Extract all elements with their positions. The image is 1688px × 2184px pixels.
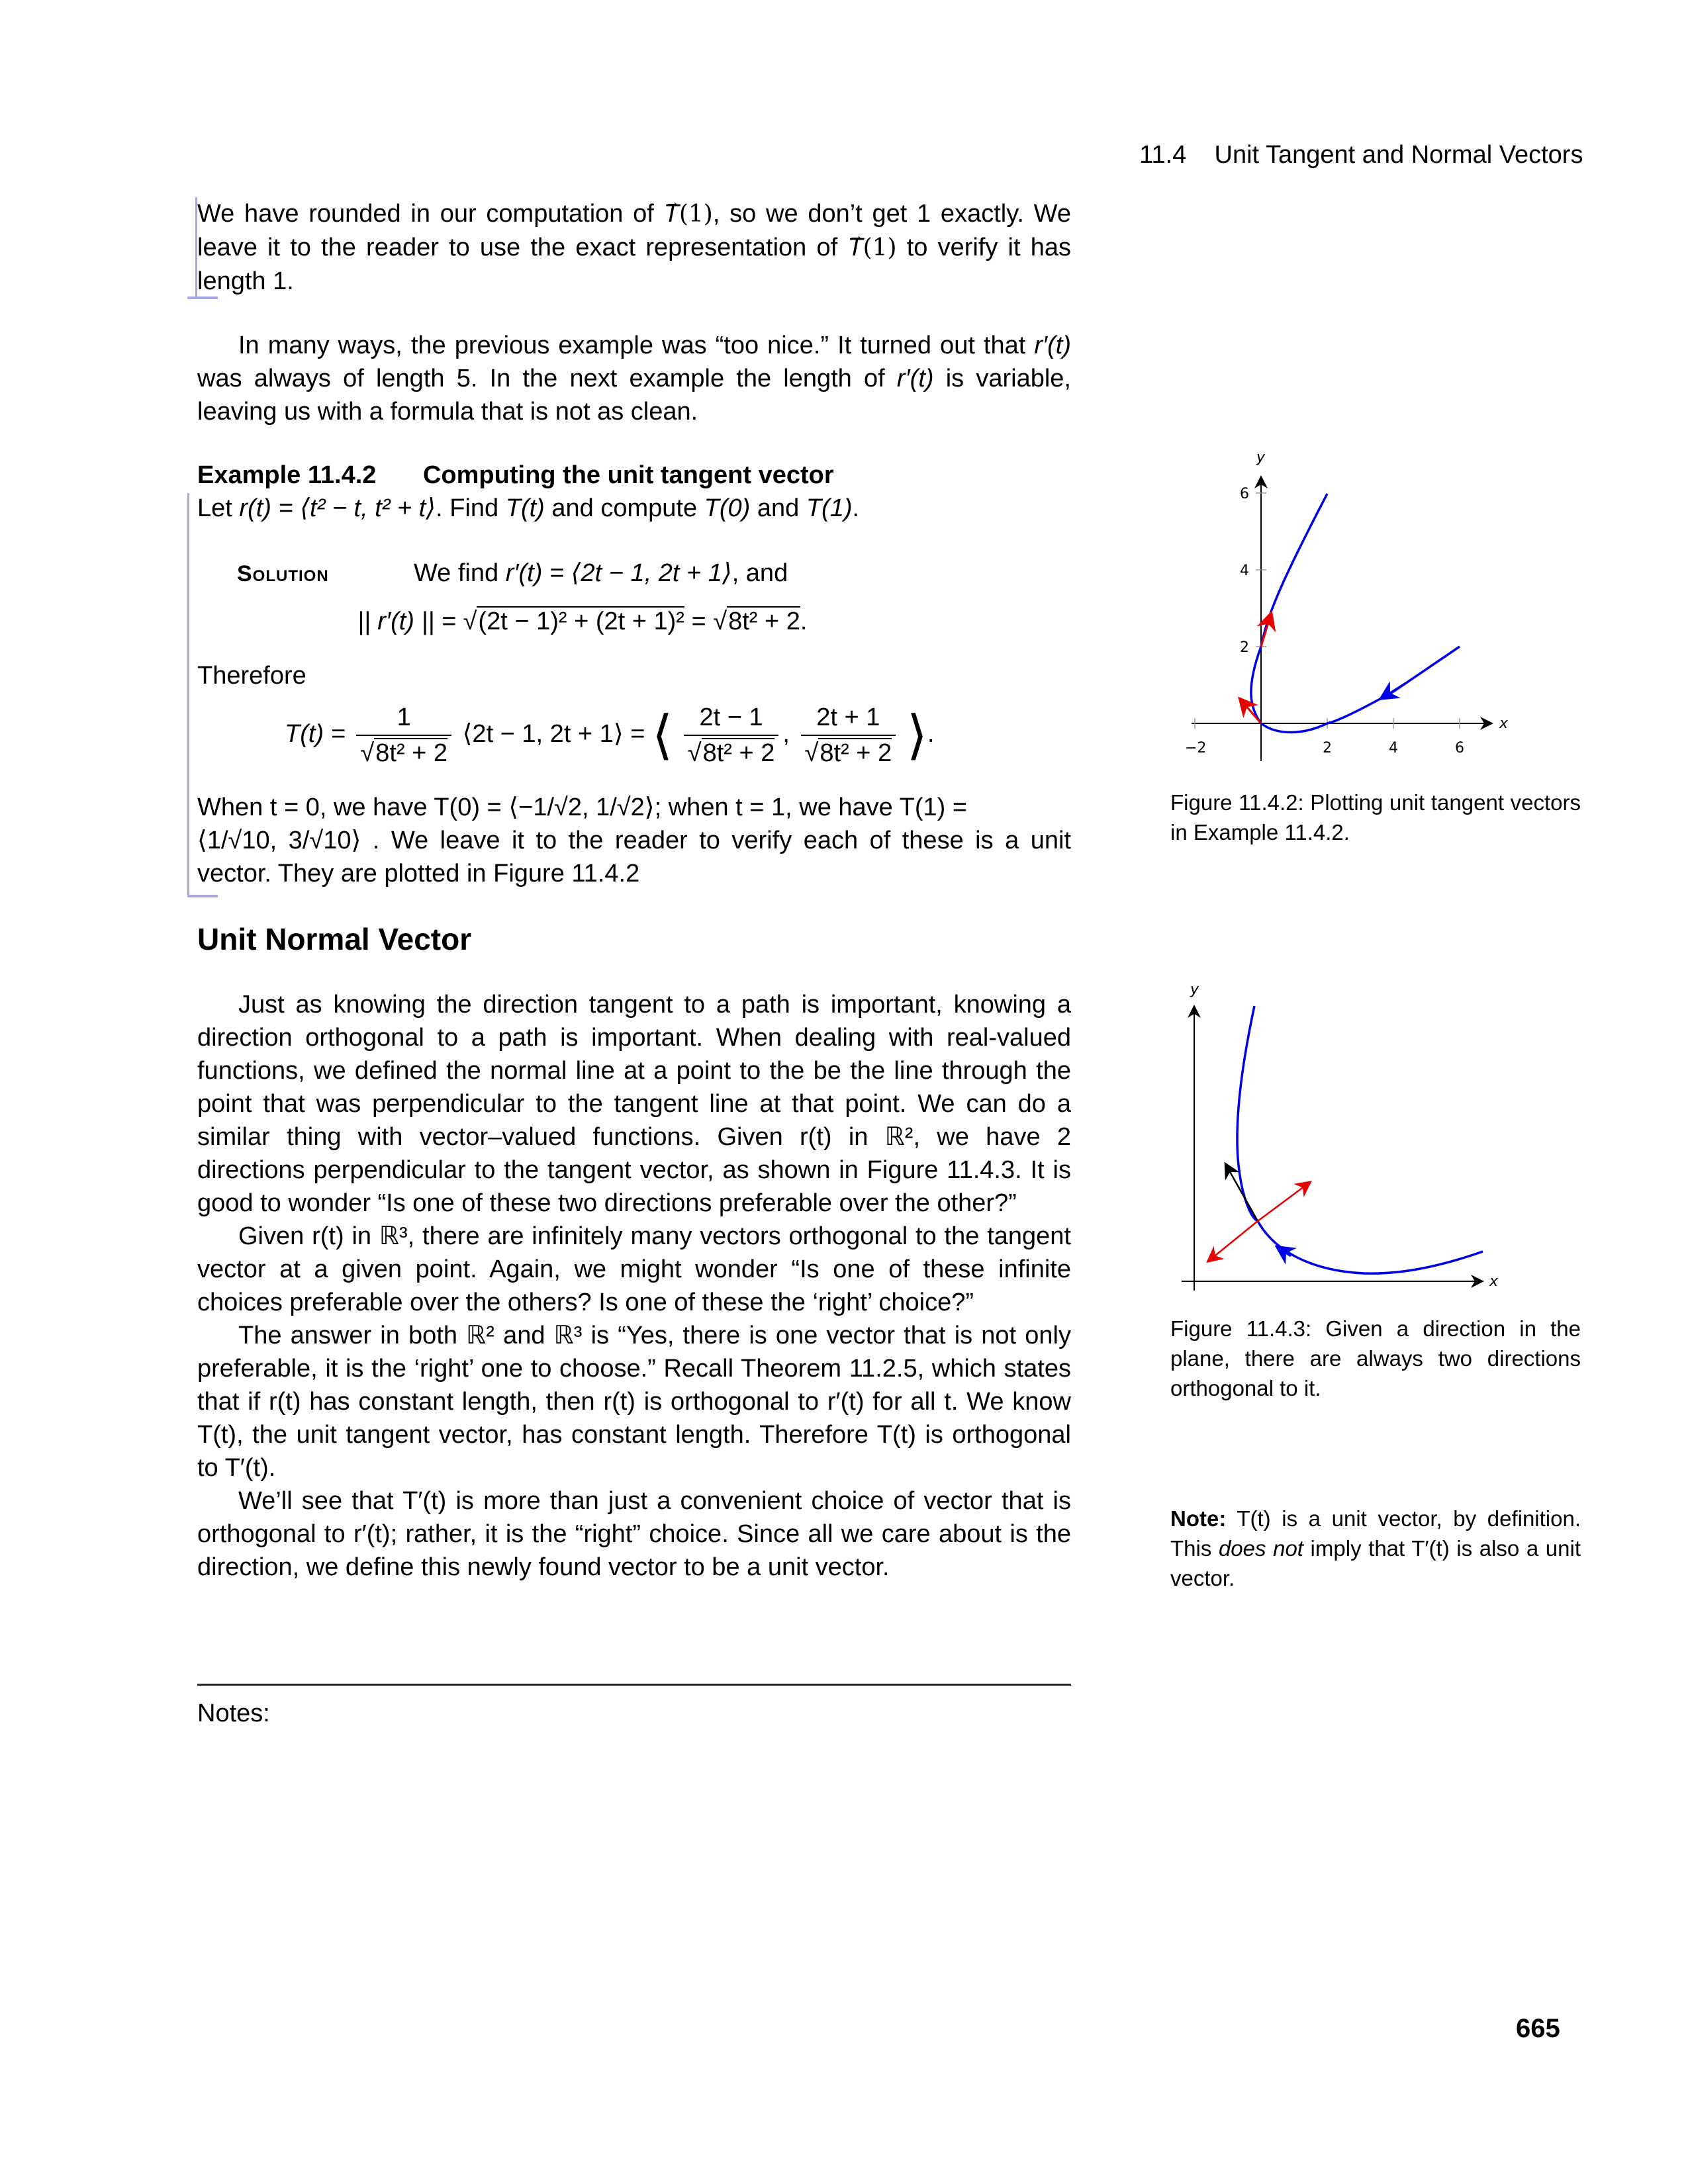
- normal-vector-1: [1258, 1183, 1309, 1221]
- therefore-label: Therefore: [197, 662, 306, 690]
- box-foot-1: [187, 296, 218, 299]
- solution-label: Solution: [237, 561, 329, 586]
- example-conclusion: When t = 0, we have T(0) = ⟨−1/√2, 1/√2⟩; when t = 1, we have T(1) = ⟨1/√10, 3/√10⟩ . We leave it to the reader to verify each of these is a unit vector. They are plotted in Figure 11.4.2: [197, 794, 1071, 887]
- notes-divider: [197, 1684, 1071, 1686]
- figure-11-4-3-plot: [1152, 960, 1562, 1291]
- paragraph-intro: In many ways, the previous example was “too nice.” It turned out that r′(t) was always of length 5. In the next example the length of r′(t) is variable, leaving us with a formula that is not as clean.: [197, 332, 1071, 426]
- svg-text:−2: −2: [1185, 740, 1207, 756]
- svg-text:x: x: [1499, 715, 1509, 732]
- example-label: Example 11.4.2: [197, 461, 377, 489]
- note-label: Note:: [1170, 1506, 1227, 1531]
- body-paragraph-1: Just as knowing the direction tangent to a path is important, knowing a direction orthogonal to a path is important. When dealing with real-valued functions, we defined the normal line at a point to the be the line through the point that was perpendicular to the tangent line at that point. We can do a similar thing with vector–valued functions. Given r(t) in ℝ², we have 2 directions perpendicular to the tangent vector, as shown in Figure 11.4.3. It is good to wonder “Is one of these two directions preferable over the other?”: [197, 991, 1071, 1217]
- figure-11-4-3-caption: Figure 11.4.3: Given a direction in the plane, there are always two directions orthogonal to it.: [1170, 1316, 1581, 1400]
- previous-example-end: [195, 197, 1071, 298]
- body-paragraph-3: The answer in both ℝ² and ℝ³ is “Yes, there is one vector that is not only preferable, it is the ‘right’ one to choose.” Recall Theorem 11.2.5, which states that if r(t) has constant length, then r(t) is orthogonal to r′(t) for all t. We know T(t), the unit tangent vector, has constant length. Therefore T(t) is orthogonal to T′(t).: [197, 1322, 1071, 1482]
- section-heading: Unit Normal Vector: [197, 922, 472, 956]
- svg-text:6: 6: [1240, 486, 1249, 502]
- direction-arrow: [1387, 680, 1410, 695]
- section-title-header: Unit Tangent and Normal Vectors: [1214, 141, 1583, 169]
- svg-text:4: 4: [1240, 563, 1249, 579]
- norm-equation: || r′(t) || = √(2t − 1)² + (2t + 1)² = √8t² + 2.: [357, 608, 808, 635]
- tangent-vector-T0: [1241, 700, 1261, 723]
- example-statement: Let r(t) = ⟨t² − t, t² + t⟩. Find T(t) and compute T(0) and T(1).: [197, 494, 860, 522]
- svg-text:2: 2: [1240, 639, 1249, 656]
- tangent-vector: [1226, 1165, 1258, 1221]
- example-title: Computing the unit tangent vector: [422, 461, 834, 489]
- curve: [1237, 1006, 1483, 1273]
- unit-tangent-formula: T(t) = $\frac{1}{\text{√8t² + 2}}$ ⟨2t − 1, 2t + 1⟩ = ⟨ $\frac{2t - 1}{\text{√8t² + 2}}$ , $\frac{2t + 1}{\text{√8t² + 2}}$ ⟩.: [285, 700, 935, 770]
- notes-label: Notes:: [197, 1700, 270, 1727]
- tangent-vector-T1: [1261, 614, 1271, 647]
- section-number: 11.4: [1139, 141, 1187, 169]
- page-number: 665: [1516, 2014, 1560, 2043]
- svg-text:y: y: [1190, 981, 1199, 998]
- body-paragraph-2: Given r(t) in ℝ³, there are infinitely many vectors orthogonal to the tangent vector at a given point. Again, we might wonder “Is one of these infinite choices preferable over the others? Is one of these the ‘right’ choice?”: [197, 1222, 1071, 1316]
- margin-note: Note: T(t) is a unit vector, by definition. This does not imply that T′(t) is also a unit vector.: [1170, 1506, 1581, 1590]
- svg-text:x: x: [1489, 1273, 1499, 1290]
- normal-vector-2: [1209, 1221, 1258, 1261]
- svg-text:2: 2: [1323, 740, 1332, 756]
- parametric-curve: [1251, 494, 1460, 733]
- body-text: [197, 988, 1071, 1584]
- figure-11-4-2-plot: [1165, 437, 1575, 761]
- body-paragraph-4: We’ll see that T′(t) is more than just a convenient choice of vector that is orthogonal to r′(t); rather, it is the “right” choice. Since all we care about is the direction, we define this newly found vector to be a unit vector.: [197, 1487, 1071, 1581]
- svg-text:4: 4: [1389, 740, 1398, 756]
- solution-text: We find r′(t) = ⟨2t − 1, 2t + 1⟩, and: [414, 559, 788, 587]
- example-header: [197, 459, 1071, 492]
- figure-11-4-2-caption: Figure 11.4.2: Plotting unit tangent vectors in Example 11.4.2.: [1170, 790, 1581, 844]
- box-foot-2: [187, 895, 218, 897]
- svg-text:6: 6: [1455, 740, 1464, 756]
- intro-paragraph: We have rounded in our computation of → T(1), so we don’t get 1 exactly. We leave it to the reader to use the exact representation of → T(1) to verify it has length 1.: [197, 197, 1071, 298]
- running-head: [1125, 113, 1583, 169]
- svg-text:y: y: [1256, 449, 1266, 466]
